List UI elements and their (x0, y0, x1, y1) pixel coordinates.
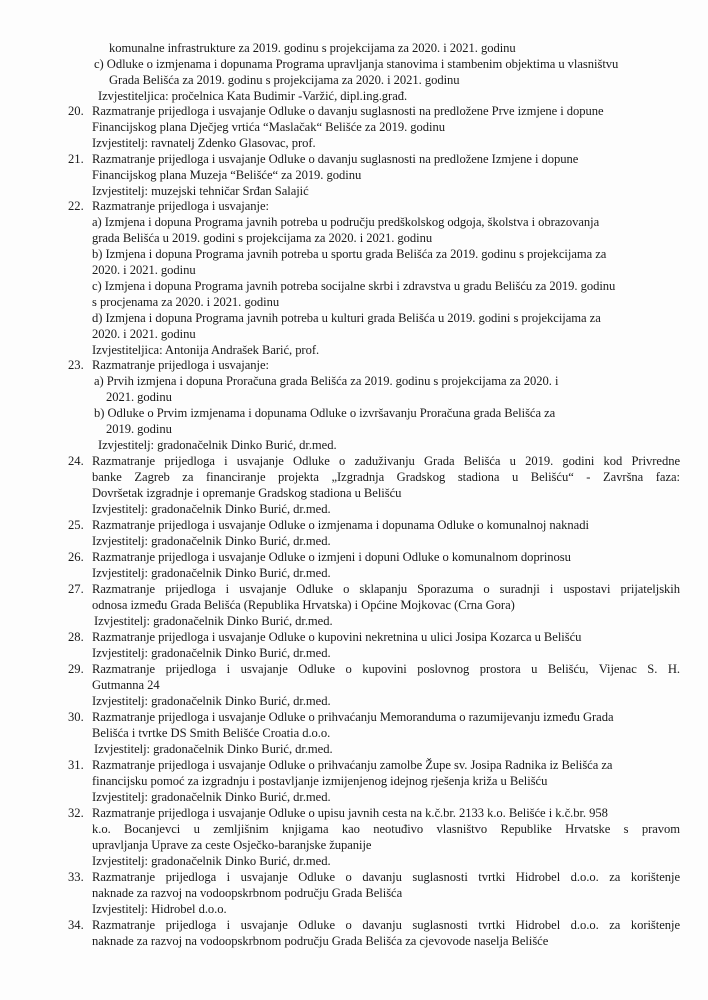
document-line: komunalne infrastrukture za 2019. godinu s projekcijama za 2020. i 2021. godinu (109, 41, 516, 55)
document-line: financijsku pomoć za izgradnju i postavljanje izmijenjenog idejnog rješenja križa u Belišću (92, 774, 548, 788)
document-line: Izvjestiteljica: Antonija Andrašek Barić, prof. (92, 343, 320, 357)
document-line: naknade za razvoj na vodoopskrbnom području Grada Belišća za cjevovode naselja Belišće (92, 934, 549, 948)
document-line: s procjenama za 2020. i 2021. godinu (92, 295, 280, 309)
document-line: Gutmanna 24 (92, 678, 160, 692)
document-line: Izvjestitelj: gradonačelnik Dinko Burić, dr.med. (94, 614, 333, 628)
document-line: Izvjestitelj: gradonačelnik Dinko Burić, dr.med. (92, 534, 331, 548)
agenda-item-number: 30. (68, 710, 84, 724)
document-line: c) Odluke o izmjenama i dopunama Programa upravljanja stanovima i stambenim objektima u vlasništvu (94, 57, 619, 71)
document-line: b) Izmjena i dopuna Programa javnih potreba u sportu grada Belišća za 2019. godinu s projekcijama za (92, 247, 607, 261)
document-line: Izvjestitelj: gradonačelnik Dinko Burić, dr.med. (98, 438, 337, 452)
document-line: grada Belišća u 2019. godini s projekcijama za 2020. i 2021. godinu (92, 231, 433, 245)
agenda-item-title: Razmatranje prijedloga i usvajanje: (92, 358, 269, 372)
document-line: Izvjestiteljica: pročelnica Kata Budimir -Varžić, dipl.ing.građ. (98, 89, 408, 103)
document-line: 2019. godinu (106, 422, 172, 436)
document-line: Grada Belišća za 2019. godinu s projekcijama za 2020. i 2021. godinu (109, 73, 460, 87)
document-line: Izvjestitelj: muzejski tehničar Srđan Salajić (92, 184, 309, 198)
agenda-item-title: Razmatranje prijedloga i usvajanje Odluke o prihvaćanju Memoranduma o razumijevanju između Grada (92, 710, 614, 724)
agenda-item-title: Razmatranje prijedloga i usvajanje Odluke o zaduživanju Grada Belišća u 2019. godini kod Privredne (92, 454, 680, 468)
document-line: b) Odluke o Prvim izmjenama i dopunama Odluke o izvršavanju Proračuna grada Belišća za (94, 406, 556, 420)
document-line: banke Zagreb za financiranje projekta „Izgradnja Gradskog stadiona u Belišću“ - Završna faza: (92, 470, 680, 484)
document-line: Izvjestitelj: gradonačelnik Dinko Burić, dr.med. (92, 566, 331, 580)
document-line: Financijskog plana Dječjeg vrtića “Maslačak“ Belišće za 2019. godinu (92, 120, 445, 134)
document-line: Belišća i tvrtke DS Smith Belišće Croatia d.o.o. (92, 726, 331, 740)
document-line: a) Izmjena i dopuna Programa javnih potreba u području predškolskog odgoja, školstva i obrazovanja (92, 215, 600, 229)
agenda-item-number: 32. (68, 806, 84, 820)
agenda-item-title: Razmatranje prijedloga i usvajanje Odluke o kupovini poslovnog prostora u Belišću, Vijenac S. H. (92, 662, 680, 676)
agenda-item-number: 34. (68, 918, 84, 932)
agenda-item-title: Razmatranje prijedloga i usvajanje Odluke o sklapanju Sporazuma o suradnji i uspostavi prijateljskih (92, 582, 680, 596)
agenda-item-number: 26. (68, 550, 84, 564)
agenda-item-title: Razmatranje prijedloga i usvajanje Odluke o izmjeni i dopuni Odluke o komunalnom doprinosu (92, 550, 571, 564)
agenda-item-number: 29. (68, 662, 84, 676)
agenda-item-number: 27. (68, 582, 84, 596)
document-line: naknade za razvoj na vodoopskrbnom području Grada Belišća (92, 886, 403, 900)
agenda-item-title: Razmatranje prijedloga i usvajanje Odluke o davanju suglasnosti tvrtki Hidrobel d.o.o. za korištenje (92, 918, 680, 932)
agenda-item-title: Razmatranje prijedloga i usvajanje Odluke o davanju suglasnosti na predložene Prve izmjene i dopune (92, 104, 604, 118)
document-line: Izvjestitelj: gradonačelnik Dinko Burić, dr.med. (92, 646, 331, 660)
agenda-item-number: 20. (68, 104, 84, 118)
agenda-item-number: 24. (68, 454, 84, 468)
agenda-item-title: Razmatranje prijedloga i usvajanje Odluke o prihvaćanju zamolbe Župe sv. Josipa Radnika iz Belišća za (92, 758, 613, 772)
document-line: k.o. Bocanjevci u zemljišnim knjigama kao neotuđivo vlasništvo Republike Hrvatske s pravom (92, 822, 680, 836)
document-line: 2020. i 2021. godinu (92, 327, 196, 341)
agenda-item-number: 21. (68, 152, 84, 166)
document-line: Financijskog plana Muzeja “Belišće“ za 2019. godinu (92, 168, 362, 182)
document-line: upravljanja Uprave za ceste Osječko-baranjske županije (92, 838, 372, 852)
agenda-item-title: Razmatranje prijedloga i usvajanje Odluke o izmjenama i dopunama Odluke o komunalnoj naknadi (92, 518, 589, 532)
document-line: Izvjestitelj: gradonačelnik Dinko Burić, dr.med. (92, 694, 331, 708)
document-line: Izvjestitelj: Hidrobel d.o.o. (92, 902, 227, 916)
document-line: Izvjestitelj: gradonačelnik Dinko Burić, dr.med. (92, 502, 331, 516)
agenda-item-title: Razmatranje prijedloga i usvajanje Odluke o upisu javnih cesta na k.č.br. 2133 k.o. Belišće i k.č.br. 958 (92, 806, 608, 820)
agenda-item-title: Razmatranje prijedloga i usvajanje: (92, 199, 269, 213)
agenda-item-number: 28. (68, 630, 84, 644)
document-line: 2020. i 2021. godinu (92, 263, 196, 277)
document-line: c) Izmjena i dopuna Programa javnih potreba socijalne skrbi i zdravstva u gradu Belišću za 2019. godinu (92, 279, 616, 293)
agenda-item-number: 33. (68, 870, 84, 884)
document-line: Izvjestitelj: gradonačelnik Dinko Burić, dr.med. (92, 854, 331, 868)
document-line: odnosa između Grada Belišća (Republika Hrvatska) i Općine Mojkovac (Crna Gora) (92, 598, 515, 612)
agenda-item-number: 23. (68, 358, 84, 372)
agenda-item-number: 25. (68, 518, 84, 532)
agenda-item-number: 31. (68, 758, 84, 772)
agenda-item-title: Razmatranje prijedloga i usvajanje Odluke o kupovini nekretnina u ulici Josipa Kozarca u Belišću (92, 630, 582, 644)
agenda-item-number: 22. (68, 199, 84, 213)
agenda-item-title: Razmatranje prijedloga i usvajanje Odluke o davanju suglasnosti tvrtki Hidrobel d.o.o. za korištenje (92, 870, 680, 884)
document-line: a) Prvih izmjena i dopuna Proračuna grada Belišća za 2019. godinu s projekcijama za 2020. i (94, 374, 559, 388)
document-line: Izvjestitelj: gradonačelnik Dinko Burić, dr.med. (94, 742, 333, 756)
agenda-item-title: Razmatranje prijedloga i usvajanje Odluke o davanju suglasnosti na predložene Izmjene i dopune (92, 152, 579, 166)
document-line: Izvjestitelj: gradonačelnik Dinko Burić, dr.med. (92, 790, 331, 804)
document-line: 2021. godinu (106, 390, 172, 404)
document-line: Izvjestitelj: ravnatelj Zdenko Glasovac, prof. (92, 136, 316, 150)
document-line: Dovršetak izgradnje i opremanje Gradskog stadiona u Belišću (92, 486, 402, 500)
document-line: d) Izmjena i dopuna Programa javnih potreba u kulturi grada Belišća u 2019. godini s projekcijama za (92, 311, 601, 325)
